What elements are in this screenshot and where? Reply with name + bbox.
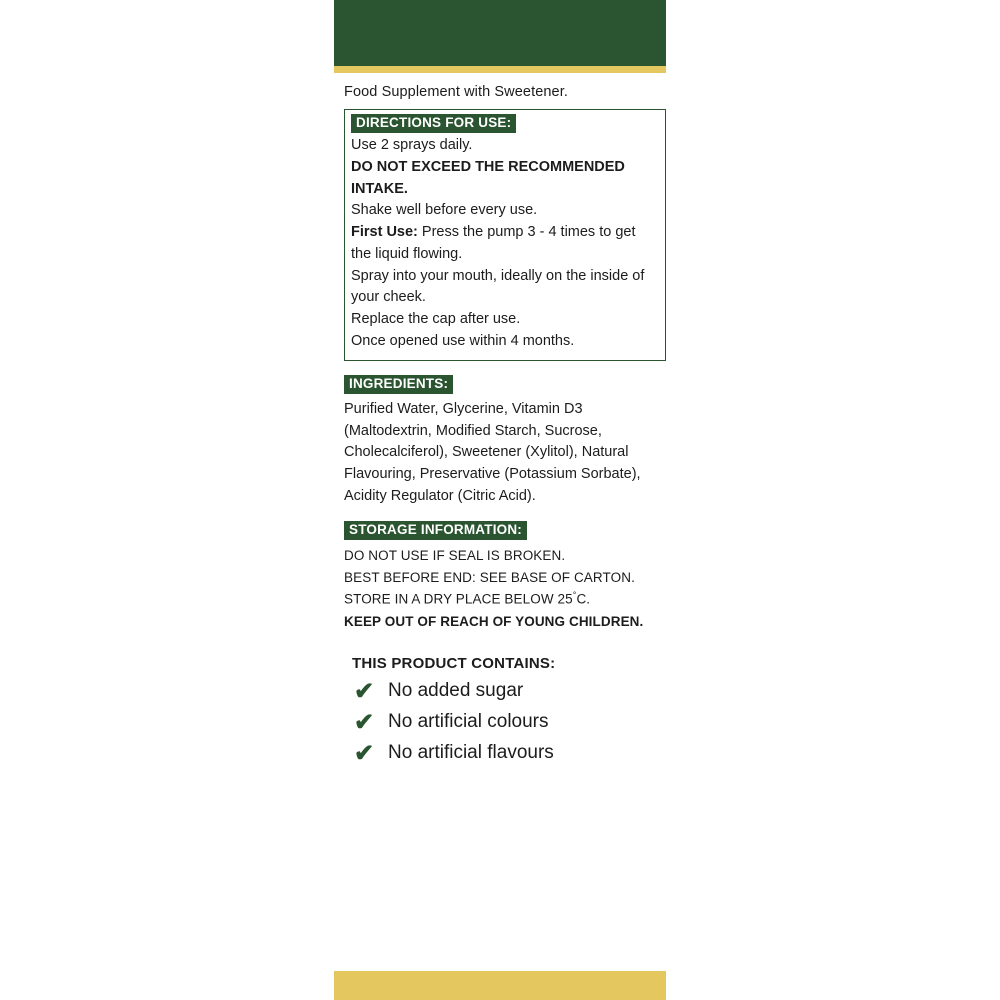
contains-item	[344, 708, 666, 736]
contains-item-label: No artificial colours	[388, 711, 549, 733]
contains-item	[344, 739, 666, 767]
first-use-label: First Use:	[351, 224, 418, 241]
product-contains-section	[344, 655, 666, 766]
first-use-text: Press the pump 3 - 4 times to get the liquid flowing.	[351, 224, 636, 262]
ingredients-section	[344, 375, 666, 508]
storage-line-temperature	[344, 588, 666, 610]
check-icon: ✔	[354, 739, 375, 767]
directions-line-first-use	[351, 222, 659, 266]
storage-line: BEST BEFORE END: SEE BASE OF CARTON.	[344, 569, 635, 585]
storage-line: DO NOT USE IF SEAL IS BROKEN.	[344, 547, 566, 563]
directions-line: Use 2 sprays daily.	[351, 137, 473, 154]
ingredients-heading: INGREDIENTS:	[344, 375, 453, 394]
carton-side-panel	[334, 0, 666, 1000]
directions-line: Spray into your mouth, ideally on the inside of your cheek.	[351, 267, 645, 306]
storage-temp-suffix: C.	[576, 591, 591, 607]
food-supplement-line: Food Supplement with Sweetener.	[344, 84, 568, 100]
top-green-band	[334, 0, 666, 66]
directions-line: Shake well before every use.	[351, 202, 538, 219]
directions-line: Once opened use within 4 months.	[351, 332, 575, 349]
ingredients-text: Purified Water, Glycerine, Vitamin D3 (Maltodextrin, Modified Starch, Sucrose, Cholecalciferol), Sweetener (Xylitol), Natural Flavouring, Preservative (Potassium Sorbate), Acidity Regulator (Citric Acid).	[344, 400, 641, 504]
storage-heading: STORAGE INFORMATION:	[344, 521, 527, 540]
directions-heading: DIRECTIONS FOR USE:	[351, 114, 516, 133]
bottom-gold-band	[334, 971, 666, 1000]
storage-section	[344, 521, 666, 633]
contains-item-label: No artificial flavours	[388, 742, 554, 764]
contains-item-label: No added sugar	[388, 680, 524, 702]
check-icon: ✔	[354, 708, 375, 736]
directions-line: DO NOT EXCEED THE RECOMMENDED INTAKE.	[351, 158, 625, 197]
label-content	[344, 84, 666, 773]
product-contains-title: THIS PRODUCT CONTAINS:	[352, 654, 556, 672]
degree-symbol: °	[572, 590, 577, 601]
check-icon: ✔	[354, 677, 375, 705]
directions-for-use-box	[344, 109, 666, 361]
storage-temp-text: STORE IN A DRY PLACE BELOW 25	[344, 591, 573, 607]
storage-line: KEEP OUT OF REACH OF YOUNG CHILDREN.	[344, 613, 644, 629]
top-gold-rule	[334, 66, 666, 73]
directions-line: Replace the cap after use.	[351, 311, 521, 328]
contains-item	[344, 677, 666, 705]
